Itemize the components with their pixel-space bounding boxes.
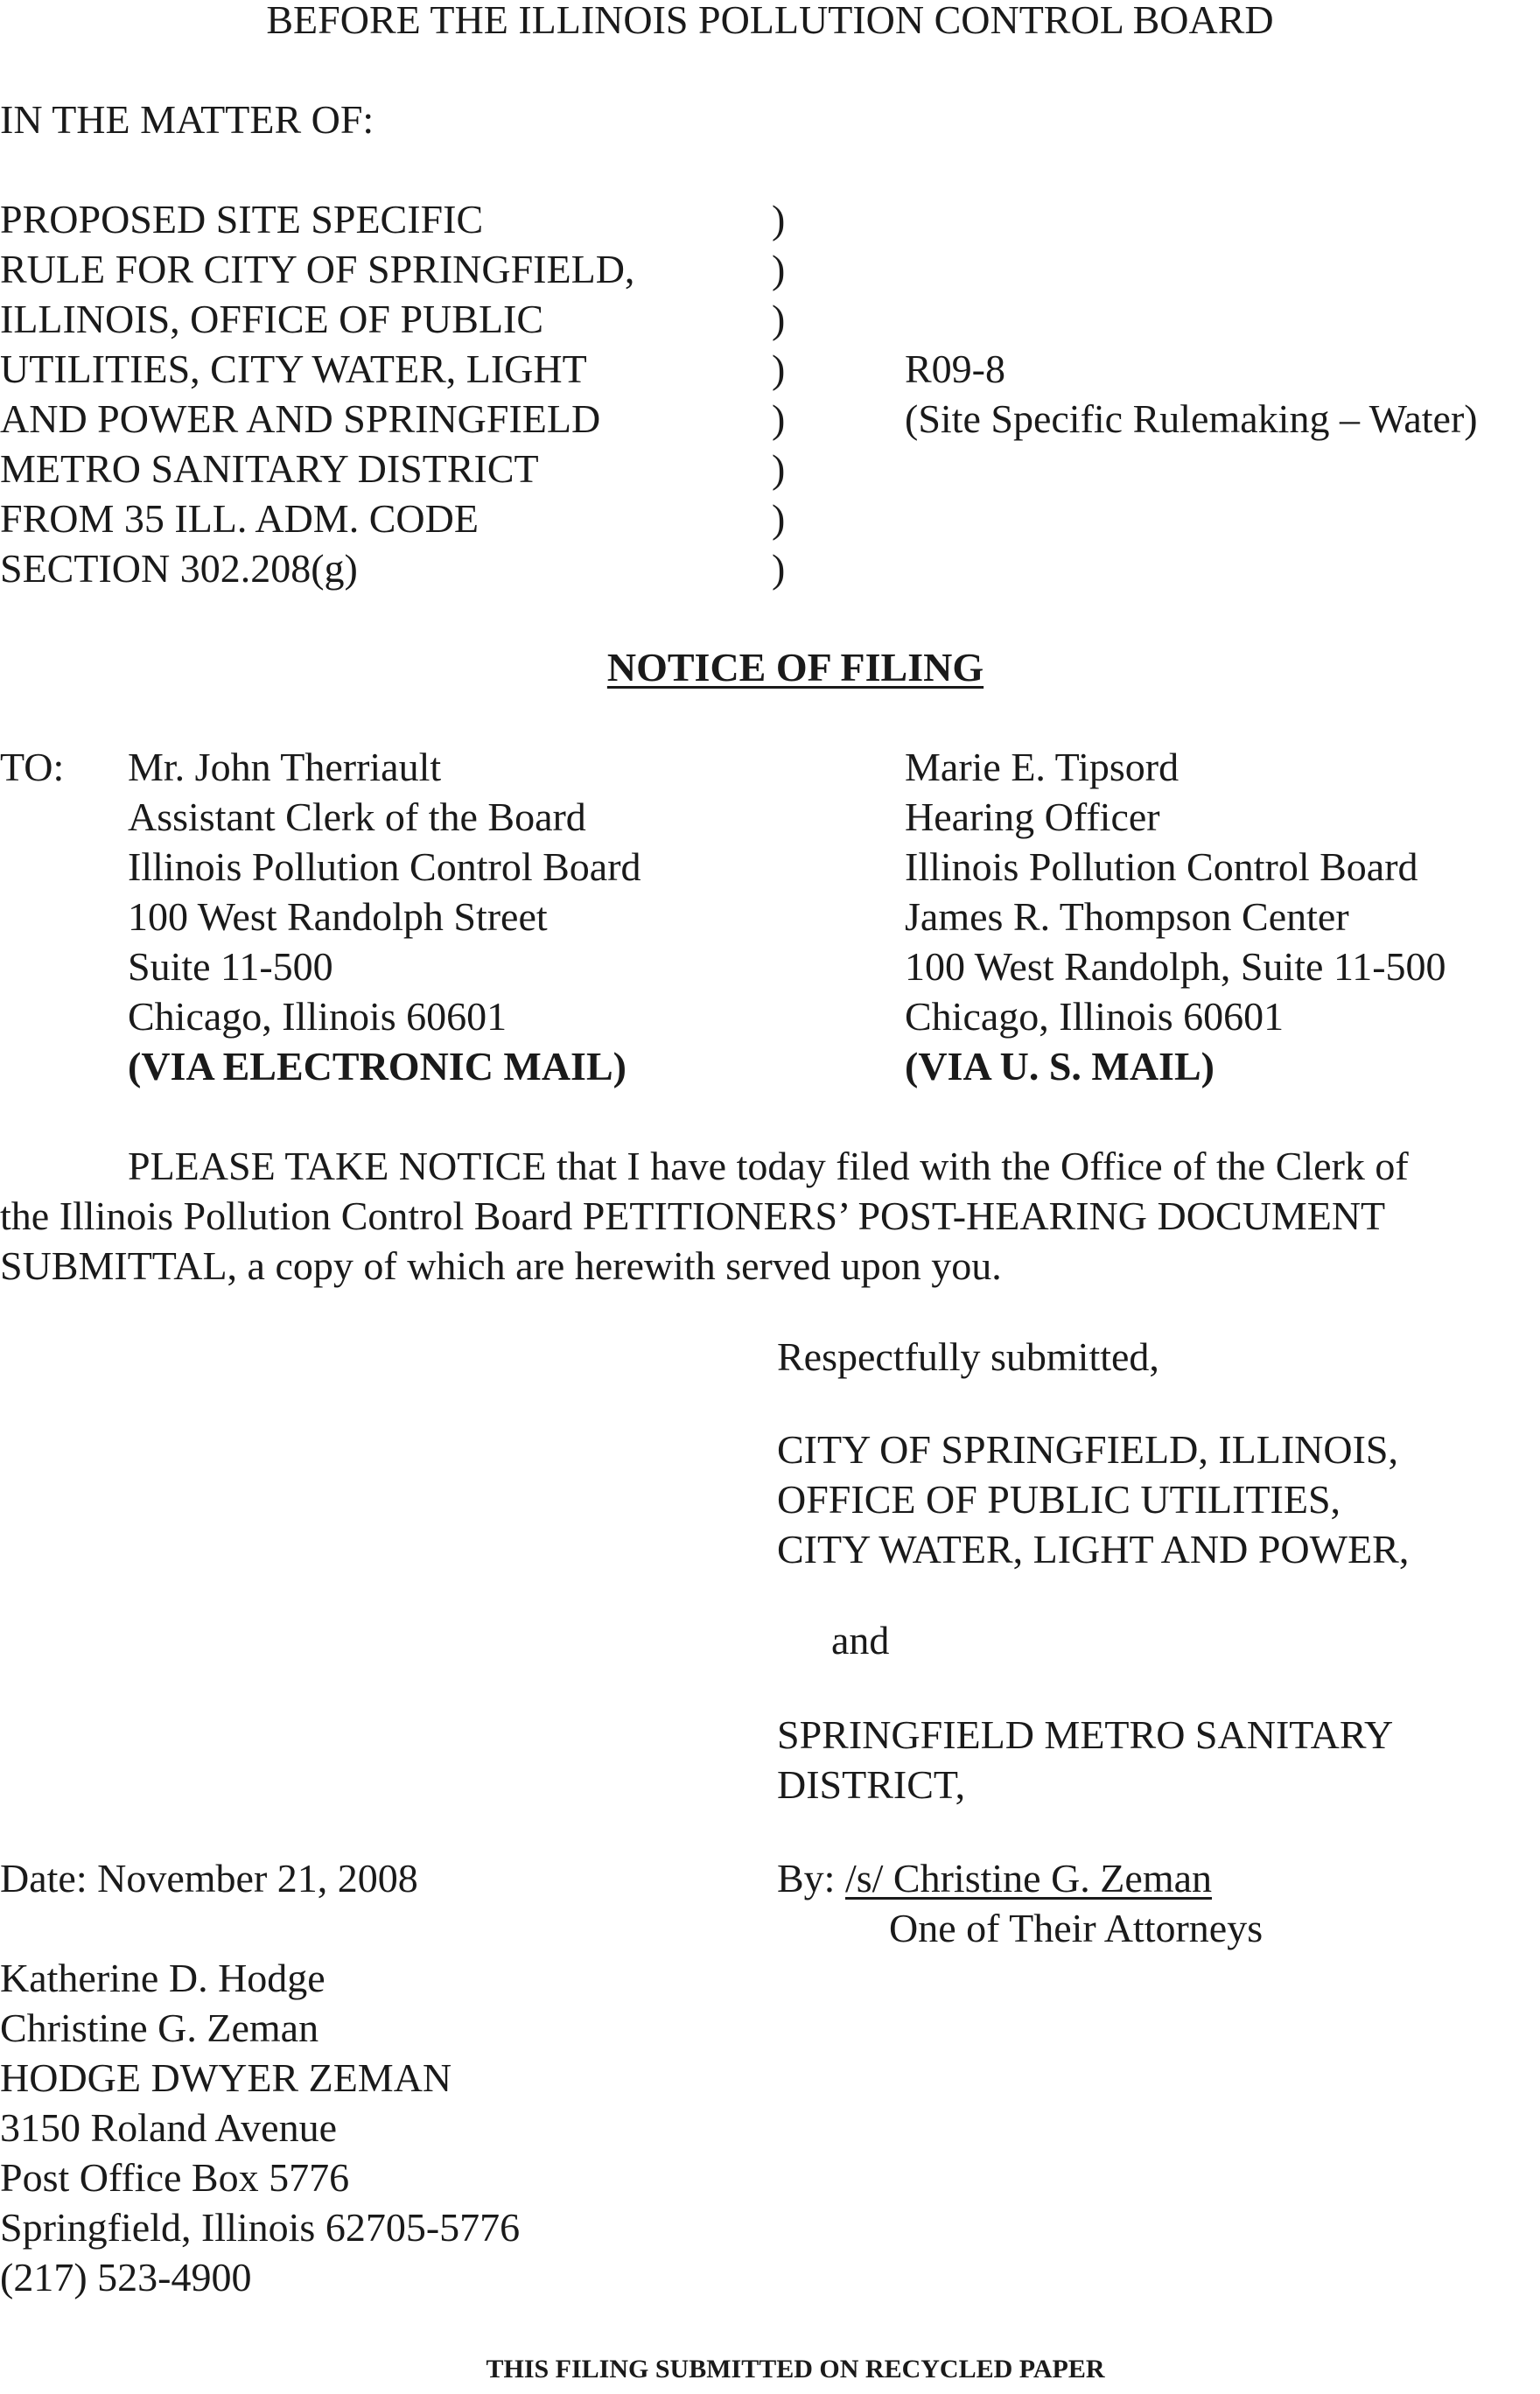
recycled-paper-footer: THIS FILING SUBMITTED ON RECYCLED PAPER bbox=[486, 2355, 1105, 2384]
recipient-2 bbox=[905, 742, 1446, 1091]
party-line: SPRINGFIELD METRO SANITARY bbox=[777, 1712, 1394, 1757]
caption-block bbox=[0, 194, 634, 593]
body-line: PLEASE TAKE NOTICE that I have today filed with the Office of the Clerk of bbox=[128, 1144, 1409, 1188]
docket-number: R09-8 bbox=[905, 346, 1005, 391]
recipient-line: Chicago, Illinois 60601 bbox=[128, 994, 508, 1039]
by-label: By: bbox=[777, 1856, 845, 1900]
recipient-line: Assistant Clerk of the Board bbox=[128, 794, 586, 839]
caption-line: ILLINOIS, OFFICE OF PUBLIC bbox=[0, 297, 544, 341]
to-label: TO: bbox=[0, 745, 65, 789]
party-line: CITY WATER, LIGHT AND POWER, bbox=[777, 1527, 1410, 1572]
paren: ) bbox=[772, 496, 786, 541]
paren: ) bbox=[772, 446, 786, 491]
counsel-block bbox=[0, 1953, 520, 2302]
paren: ) bbox=[772, 346, 786, 391]
counsel-line: HODGE DWYER ZEMAN bbox=[0, 2055, 452, 2100]
caption-line: METRO SANITARY DISTRICT bbox=[0, 446, 539, 491]
paren: ) bbox=[772, 297, 786, 341]
recipient-line: 100 West Randolph, Suite 11-500 bbox=[905, 944, 1446, 989]
conjunction: and bbox=[831, 1618, 890, 1662]
paren: ) bbox=[772, 247, 786, 291]
recipient-line: Suite 11-500 bbox=[128, 944, 333, 989]
body-line: SUBMITTAL, a copy of which are herewith served upon you. bbox=[0, 1243, 1002, 1288]
delivery-method: (VIA ELECTRONIC MAIL) bbox=[128, 1044, 626, 1088]
counsel-line: Post Office Box 5776 bbox=[0, 2155, 350, 2200]
caption-line: UTILITIES, CITY WATER, LIGHT bbox=[0, 346, 587, 391]
party-2 bbox=[777, 1710, 1393, 1810]
caption-line: SECTION 302.208(g) bbox=[0, 546, 358, 591]
counsel-line: Christine G. Zeman bbox=[0, 2006, 319, 2050]
date-line: Date: November 21, 2008 bbox=[0, 1856, 418, 1900]
recipient-line: 100 West Randolph Street bbox=[128, 894, 548, 939]
caption-line: AND POWER AND SPRINGFIELD bbox=[0, 396, 601, 441]
signer-signature: /s/ Christine G. Zeman bbox=[844, 1856, 1213, 1900]
party-1 bbox=[777, 1424, 1409, 1574]
recipient-line: Marie E. Tipsord bbox=[905, 745, 1180, 789]
delivery-method: (VIA U. S. MAIL) bbox=[905, 1044, 1214, 1088]
signature-line bbox=[777, 1853, 1259, 1903]
recipient-line: Mr. John Therriault bbox=[128, 745, 442, 789]
paren: ) bbox=[772, 197, 786, 242]
caption-line: FROM 35 ILL. ADM. CODE bbox=[0, 496, 479, 541]
caption-line: RULE FOR CITY OF SPRINGFIELD, bbox=[0, 247, 635, 291]
caption-line: PROPOSED SITE SPECIFIC bbox=[0, 197, 484, 242]
recipient-line: Hearing Officer bbox=[905, 794, 1160, 839]
body-line: the Illinois Pollution Control Board PETITIONERS’ POST-HEARING DOCUMENT bbox=[0, 1194, 1386, 1238]
recipient-1 bbox=[128, 742, 641, 1091]
counsel-line: 3150 Roland Avenue bbox=[0, 2105, 337, 2150]
caption-parentheses bbox=[772, 194, 785, 593]
party-line: CITY OF SPRINGFIELD, ILLINOIS, bbox=[777, 1427, 1399, 1472]
closing: Respectfully submitted, bbox=[777, 1334, 1159, 1379]
docket-type: (Site Specific Rulemaking – Water) bbox=[905, 396, 1478, 441]
recipient-line: Chicago, Illinois 60601 bbox=[905, 994, 1284, 1039]
paren: ) bbox=[772, 396, 786, 441]
board-title: BEFORE THE ILLINOIS POLLUTION CONTROL BOARD bbox=[266, 0, 1274, 42]
recipient-line: Illinois Pollution Control Board bbox=[128, 844, 641, 889]
counsel-line: (217) 523-4900 bbox=[0, 2255, 252, 2300]
counsel-line: Springfield, Illinois 62705-5776 bbox=[0, 2205, 521, 2250]
party-line: DISTRICT, bbox=[777, 1762, 966, 1807]
notice-title: NOTICE OF FILING bbox=[606, 645, 984, 690]
party-line: OFFICE OF PUBLIC UTILITIES, bbox=[777, 1477, 1341, 1522]
recipient-line: James R. Thompson Center bbox=[905, 894, 1349, 939]
counsel-line: Katherine D. Hodge bbox=[0, 1956, 326, 2000]
paren: ) bbox=[772, 546, 786, 591]
recipient-line: Illinois Pollution Control Board bbox=[905, 844, 1418, 889]
matter-intro: IN THE MATTER OF: bbox=[0, 97, 374, 142]
signer-role: One of Their Attorneys bbox=[889, 1906, 1264, 1950]
